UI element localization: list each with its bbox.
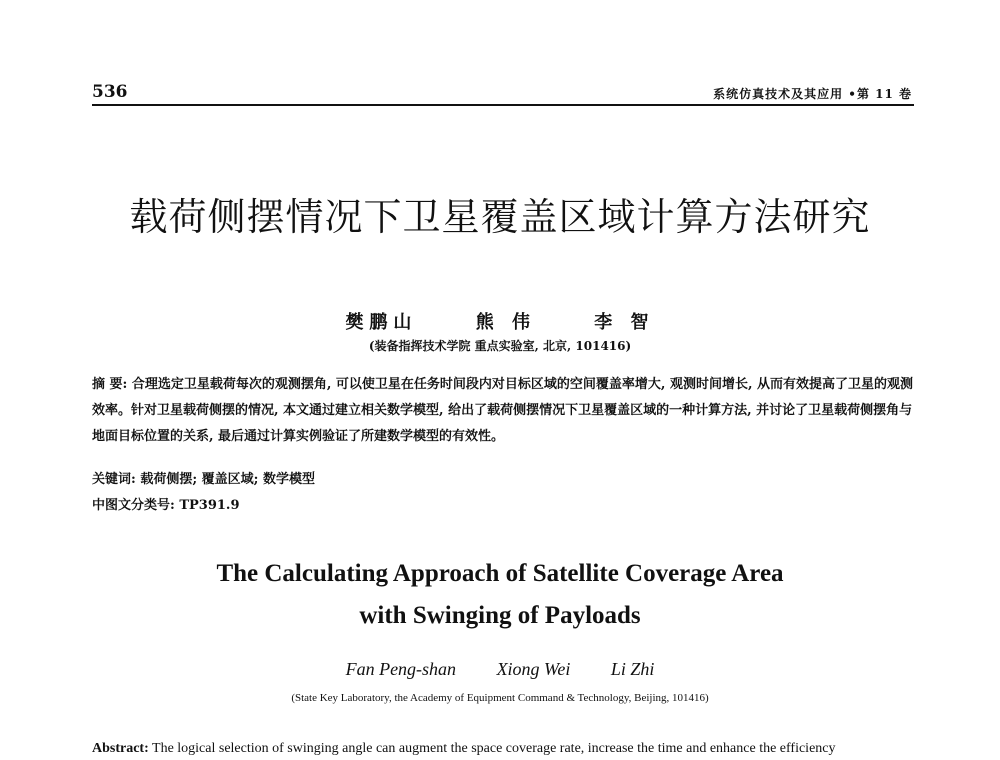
keywords-text: 载荷侧摆; 覆盖区域; 数学模型 (140, 472, 315, 487)
english-affiliation: (State Key Laboratory, the Academy of Equipment Command & Technology, Beijing, 101416) (291, 692, 709, 704)
classification-label: 中图文分类号: (92, 498, 175, 513)
english-author-3: Li Zhi (610, 659, 655, 679)
classification-value: TP391.9 (179, 498, 240, 513)
chinese-abstract-text: 合理选定卫星载荷每次的观测摆角, 可以使卫星在任务时间段内对目标区域的空间覆盖率增大, 观测时间增长, 从而有效提高了卫星的观测效率。针对卫星载荷侧摆的情况, 本文通过建立相关数学模型, 给出了载荷侧摆情况下卫星覆盖区域的一种计算方法, 并讨论了卫星载荷侧摆角与地面目标位置的关系, 最后通过计算实例验证了所建数学模型的有效性。 (92, 377, 914, 444)
chinese-author-3: 李 智 (594, 312, 655, 333)
chinese-keywords (92, 468, 315, 487)
classification-number (92, 494, 240, 513)
chinese-affiliation: (装备指挥技术学院 重点实验室, 北京, 101416) (368, 339, 632, 353)
english-abstract-text: The logical selection of swinging angle can augment the space coverage rate, increase the time and enhance the efficiency (152, 741, 836, 756)
chinese-author-1: 樊鹏山 (345, 312, 418, 333)
chinese-authors (0, 308, 1000, 334)
english-author-2: Xiong Wei (496, 659, 571, 679)
english-authors (0, 659, 1000, 680)
chinese-abstract (92, 372, 914, 450)
english-title-line-1: The Calculating Approach of Satellite Coverage Area (216, 560, 784, 587)
english-abstract (92, 741, 960, 757)
chinese-abstract-label: 摘 要: (92, 377, 128, 392)
keywords-label: 关键词: (92, 472, 136, 487)
english-abstract-label: Abstract: (92, 741, 149, 756)
chinese-title: 载荷侧摆情况下卫星覆盖区域计算方法研究 (129, 195, 871, 239)
english-title-line-2: with Swinging of Payloads (359, 602, 641, 629)
page-number: 536 (92, 82, 128, 102)
header-rule (92, 104, 914, 106)
chinese-author-2: 熊 伟 (475, 312, 536, 333)
running-header: 系统仿真技术及其应用 •第 11 卷 (713, 87, 912, 101)
english-title (0, 553, 1000, 637)
english-author-1: Fan Peng-shan (345, 659, 457, 679)
